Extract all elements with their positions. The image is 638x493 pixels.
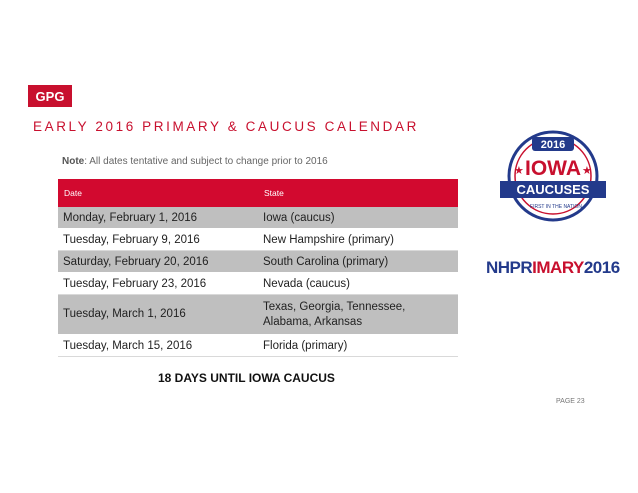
cell-state: New Hampshire (primary) [258,229,458,251]
table-row [58,251,458,273]
note-label: Note [62,156,85,167]
header-state: State [258,179,458,207]
iowa-logo-caucuses: CAUCUSES [516,182,590,197]
nh-logo-part1: NHPR [486,258,533,277]
cell-date: Monday, February 1, 2016 [58,207,258,229]
nh-logo-part3: 2016 [583,258,620,277]
cell-date: Tuesday, March 15, 2016 [58,335,258,357]
note-body: : All dates tentative and subject to change prior to 2016 [84,156,328,167]
table-header-row [58,179,458,207]
cell-state: South Carolina (primary) [258,251,458,273]
calendar-table [58,179,458,357]
table-row [58,207,458,229]
cell-state: Florida (primary) [258,335,458,357]
iowa-logo-word: IOWA [525,157,581,180]
page-title: EARLY 2016 PRIMARY & CAUCUS CALENDAR [33,119,419,134]
table-row [58,229,458,251]
star-icon: ★ [582,165,592,177]
table-row [58,273,458,295]
nh-logo-part2: IMARY [532,258,584,277]
gpg-logo: GPG [28,85,72,107]
star-icon: ★ [514,165,524,177]
page-number: PAGE 23 [556,398,585,405]
countdown-text: 18 DAYS UNTIL IOWA CAUCUS [158,371,335,385]
cell-date: Tuesday, February 9, 2016 [58,229,258,251]
cell-date: Tuesday, February 23, 2016 [58,273,258,295]
iowa-caucuses-logo [494,130,612,222]
note-text [62,156,328,167]
header-date: Date [58,179,258,207]
table-row [58,335,458,357]
iowa-logo-year: 2016 [540,139,566,151]
cell-state: Iowa (caucus) [258,207,458,229]
cell-date: Tuesday, March 1, 2016 [58,295,258,335]
cell-state: Nevada (caucus) [258,273,458,295]
cell-date: Saturday, February 20, 2016 [58,251,258,273]
table-row [58,295,458,335]
cell-state: Texas, Georgia, Tennessee, Alabama, Arkansas [258,295,458,335]
nh-primary-logo [486,258,620,278]
iowa-logo-tagline: FIRST IN THE NATION [530,204,582,210]
